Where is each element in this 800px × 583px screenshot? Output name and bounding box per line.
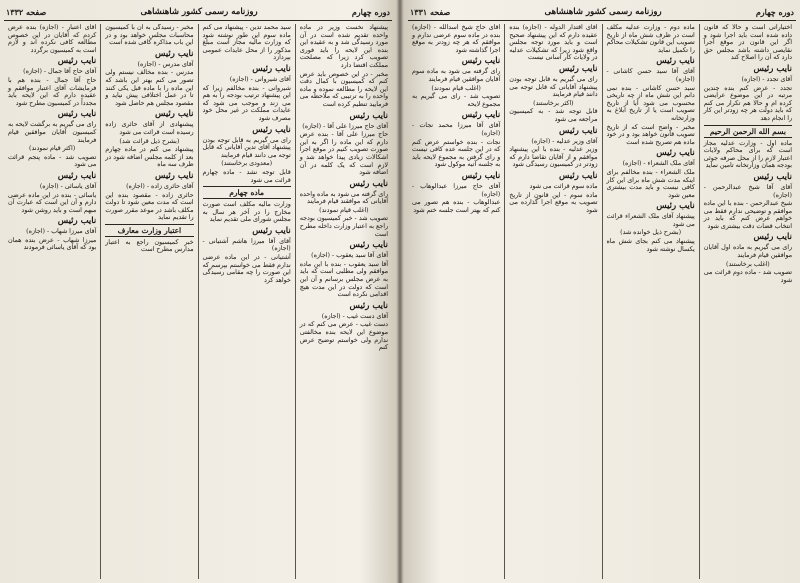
left-column-4	[4, 24, 100, 579]
paragraph: قابل توجه نشد - ماده چهارم قرائت می شود	[202, 168, 291, 184]
paragraph: آقای آقا سید حسن کاشانی - (اجازه)	[606, 68, 695, 83]
speaker-heading: نایب رئیس	[559, 125, 598, 136]
procedural-note: (اغلب قیام نمودند)	[431, 84, 481, 92]
speaker-heading: نایب رئیس	[155, 109, 194, 120]
paragraph: وزارت مالیه مکلف است صورت مخارج را در آخر هر سال به مجلس شورای ملی تقدیم نماید	[202, 201, 291, 224]
speaker-heading: نایب رئیس	[57, 216, 97, 227]
paragraph: آقای حاج میرزا عبدالوهاب - (اجازه)	[412, 182, 501, 198]
left-page	[0, 0, 398, 583]
speaker-heading: نایب رئیس	[753, 171, 792, 182]
right-column-1	[699, 24, 796, 579]
section-banner: بسم الله الرحمن الرحیم	[704, 125, 792, 138]
paragraph: آقای میرزا شهاب - (اجازه)	[26, 228, 97, 236]
paragraph: ملک الشعراء - بنده مخالفم برای اینکه مدت شش ماه برای این کار کافی نیست و باید مدت بیشتری معین شود	[606, 168, 695, 199]
right-column-3	[504, 24, 601, 579]
left-page-title: روزنامه رسمی کشور شاهنشاهی	[140, 7, 258, 17]
left-page-session: دوره چهارم	[351, 7, 390, 17]
procedural-note: (اغلب برخاستند)	[726, 260, 770, 268]
paragraph: رای می گیریم به برگشت لایحه به کمیسیون آقایان موافقین قیام فرمایند	[8, 121, 97, 144]
left-column-2	[198, 24, 295, 579]
speaker-heading: نایب رئیس	[155, 170, 194, 181]
speaker-heading: نایب رئیس	[559, 63, 598, 74]
procedural-note: (معدودی برخاستند)	[221, 160, 273, 168]
paragraph: میرزا شهاب - عرض بنده همان بود که آقای یاسائی فرمودند	[8, 236, 97, 252]
paragraph: پیشنهاد می کنم بجای شش ماه یکسال نوشته شود	[606, 238, 695, 253]
paragraph: پیشنهاد آقای ملک الشعراء قرائت می شود	[606, 213, 695, 228]
paragraph: حاج میرزا علی آقا - بنده عرض دارم که این ماده را اگر به این صورت تصویب کنیم در موقع اجرا اشکالات زیادی پیدا خواهد شد و لازم است که یک کلمه در آن اضافه شود	[299, 131, 388, 177]
procedural-note: (اکثر قیام نمودند)	[28, 145, 76, 153]
paragraph: آقای مدرس - (اجازه)	[137, 60, 194, 68]
paragraph: عبدالوهاب - بنده هم تصور می کنم که بهتر است جلسه ختم شود	[412, 199, 501, 214]
speaker-heading: نایب رئیس	[349, 300, 388, 311]
procedural-note: (بشرح ذیل خوانده شد)	[620, 229, 682, 237]
paragraph: تصویب شد - رای می گیریم به مجموع لایحه	[412, 93, 501, 108]
paragraph: نجات - بنده خواستم عرض کنم که در این جلسه عده کافی نیست و رای گرفتن به مجموع لایحه باید به جلسه آتیه موکول شود	[412, 138, 501, 169]
speaker-heading: نایب رئیس	[252, 225, 291, 236]
paragraph: آقای اعتبار - (اجازه) بنده عرض کردم که آقایان در این خصوص مطالعه کافی نکرده اند و لازم است به کمیسیون برگردد	[8, 24, 97, 54]
procedural-note: (بشرح ذیل قرائت شد)	[119, 137, 180, 145]
paragraph: ماده سوم قرائت می شود	[529, 182, 598, 190]
paragraph: آقای آقا میرزا هاشم آشتیانی - (اجازه)	[202, 237, 291, 253]
speaker-heading: نایب رئیس	[57, 56, 97, 67]
paragraph: تجدد - عرض کنم بنده چندین مرتبه در این موضوع عرایضی کرده ام و حالا هم تکرار می کنم که باید دولت هر چه زودتر این کار را انجام دهد	[703, 84, 792, 122]
paragraph: دست غیب - عرض می کنم که در موضوع این لایحه بنده مخالفتی ندارم ولی خواستم توضیح عرض کنم	[299, 321, 388, 352]
paragraph: حائری زاده - مقصود بنده این است که مدت معین شود تا دولت مکلف باشد در موعد مقرر صورت را تقدیم نماید	[105, 191, 194, 222]
section-banner: ماده چهارم	[203, 186, 291, 199]
speaker-heading: نایب رئیس	[753, 63, 792, 74]
speaker-heading: نایب رئیس	[349, 240, 388, 251]
paragraph: رای می گیریم به ماده اول آقایان موافقین قیام فرمایند	[703, 244, 792, 260]
speaker-heading: نایب رئیس	[656, 148, 695, 159]
paragraph: سید محمد تدین - پیشنهاد می کنم ماده سوم این طور نوشته شود که وزارت مالیه مجاز است مبلغ مذکور را از محل عایدات عمومی بپردازد	[202, 24, 291, 62]
paragraph: تصویب شد - ماده پنجم قرائت می شود	[8, 153, 97, 169]
paragraph: پیشنهاد می کنم در ماده چهارم بعد از کلمه مجلس اضافه شود در ظرف سه ماه	[105, 146, 194, 169]
speaker-heading: نایب رئیس	[252, 63, 291, 74]
paragraph: ماده اول - وزارت عدلیه مجاز است که برای محاکم ولایات اعتبار لازم را از محل صرفه جوئی بودجه همان وزارتخانه تامین نماید	[703, 139, 792, 170]
paragraph: مدرس - بنده مخالف نیستم ولی تصور می کنم بهتر این باشد که این ماده را با ماده قبل یکی کنند تا در عمل اختلافی پیش نیاید و مقصود مجلس هم حاصل شود	[105, 69, 194, 107]
paragraph: قابل توجه شد - به کمیسیون مراجعه می شود	[509, 108, 598, 123]
paragraph: رای می گیریم به قابل توجه بودن پیشنهاد آقای تدین آقایانی که قابل توجه می دانند قیام فرمایند	[202, 136, 291, 159]
paragraph: آقای آقا میرزا محمد نجات - (اجازه)	[412, 122, 501, 137]
paragraph: آشتیانی - در این ماده عرضی ندارم فقط می خواستم بپرسم که این صورت را چه مقامی رسیدگی خواهد کرد	[202, 254, 291, 284]
paragraph: آقای یاسائی - (اجازه)	[39, 182, 97, 190]
speaker-heading: نایب رئیس	[461, 170, 501, 181]
speaker-heading: نایب رئیس	[349, 110, 388, 121]
paragraph: آقای آقا شیخ عبدالرحمن - (اجازه)	[703, 183, 792, 199]
paragraph: آقای آقا سید یعقوب - (اجازه)	[311, 252, 388, 260]
paragraph: ماده دوم - وزارت عدلیه مکلف است در ظرف شش ماه از تاریخ تصویب این قانون تشکیلات محاکم را تکمیل نماید	[606, 24, 695, 54]
paragraph: شیروانی - بنده مخالفم زیرا که این پیشنهاد ترتیب بودجه را به هم می زند و موجب می شود که عایدات مملکت در غیر محل خود مصرف شود	[202, 84, 291, 122]
paragraph: اختیاراتی است و حالا که قانون داده شده است باید اجرا شود و اگر این قانون در موقع اجرا نقایصی داشته باشد مجلس حق دارد که آن را اصلاح کند	[703, 24, 792, 62]
paragraph: آقای ملک الشعراء - (اجازه)	[622, 160, 695, 168]
section-banner: اعتبار وزارت معارف	[105, 224, 193, 237]
speaker-heading: نایب رئیس	[656, 201, 695, 212]
paragraph: آقای اقتدار الدوله - (اجازه) بنده عقیده دارم که این پیشنهاد صحیح است و باید مورد توجه مجلس واقع شود زیرا که تشکیلات عدلیه در ولایات کار آسانی نیست	[509, 24, 598, 62]
paragraph: مخبر - رسیدگی به آن با کمیسیون محاسبات مجلس خواهد بود و در این باب مذاکره کافی شده است	[105, 24, 194, 47]
left-column-1	[295, 24, 392, 579]
paragraph: مخبر - در این خصوص باید عرض کنم که کمیسیون با کمال دقت این لایحه را مطالعه نموده و ماده واحده را به ترتیبی که ملاحظه می فرمایید تنظیم کرده است	[299, 70, 388, 108]
paragraph: سید حسن کاشانی - بنده نمی دانم این شش ماه از چه تاریخی محسوب می شود آیا از تاریخ تصویب است یا از تاریخ ابلاغ به وزارتخانه	[606, 84, 695, 122]
paragraph: آقای شیروانی - (اجازه)	[229, 75, 291, 83]
right-column-4	[408, 24, 504, 579]
paragraph: آقای حاج آقا جمال - (اجازه)	[23, 68, 97, 76]
paragraph: آقای تجدد - (اجازه)	[741, 75, 792, 83]
paragraph: وزیر عدلیه - بنده با این پیشنهاد موافقم و از آقایان تقاضا دارم که زودتر در کمیسیون رسیدگی شود	[509, 146, 598, 169]
paragraph: آقای حاج شیخ اسدالله - (اجازه) بنده در ماده سوم عرضی ندارم و موافقم که هر چه زودتر به موقع اجرا گذاشته شود	[412, 24, 501, 54]
paragraph: رای می گیریم به قابل توجه بودن پیشنهاد آقایانی که قابل توجه می دانند قیام فرمایند	[509, 75, 598, 99]
paragraph: آقای حاج میرزا علی آقا - (اجازه)	[302, 122, 388, 130]
paragraph: رای گرفته می شود به ماده واحده آقایانی که موافقند قیام فرمایند	[299, 190, 388, 206]
speaker-heading: نایب رئیس	[753, 232, 792, 243]
speaker-heading: نایب رئیس	[559, 170, 598, 181]
left-page-number: صفحه ۱۳۳۲	[6, 7, 47, 17]
right-page-session: دوره چهارم	[755, 7, 794, 17]
paragraph: حاج آقا جمال - بنده هم با فرمایشات آقای اعتبار موافقم و عقیده دارم که این لایحه باید مجدداً در کمیسیون مطرح شود	[8, 76, 97, 107]
left-column-3	[100, 24, 197, 579]
speaker-heading: نایب رئیس	[349, 178, 388, 189]
speaker-heading: نایب رئیس	[155, 48, 194, 59]
paragraph: آقای دست غیب - (اجازه)	[321, 312, 388, 320]
speaker-heading: نایب رئیس	[656, 56, 695, 67]
paragraph: آقای وزیر عدلیه - (اجازه)	[531, 137, 598, 145]
paragraph: تصویب شد - خبر کمیسیون بودجه راجع به اعتبار وزارت داخله مطرح است	[299, 215, 388, 238]
paragraph: آقای حائری زاده - (اجازه)	[126, 182, 194, 190]
paragraph: ماده سوم - این قانون از تاریخ تصویب به موقع اجرا گذارده می شود	[509, 191, 598, 214]
procedural-note: (اکثر برخاستند)	[533, 99, 574, 107]
speaker-heading: نایب رئیس	[461, 56, 501, 67]
right-page-header	[408, 4, 796, 21]
paragraph: پیشنهادی از آقای حائری زاده رسیده است قرائت می شود	[105, 121, 194, 136]
paragraph: پیشنهاد نخست وزیر در ماده واحده تقدیم شده است در آن مورد رسیدگی شد و به عقیده این بنده این لایحه را باید فوری تصویب کرد زیرا که مصلحت مملکت اقتضا دارد	[299, 24, 388, 69]
right-column-2	[602, 24, 699, 579]
left-page-columns	[4, 24, 392, 579]
procedural-note: (اغلب قیام نمودند)	[319, 206, 369, 214]
paragraph: شیخ عبدالرحمن - بنده با این ماده موافقم و توضیحی ندارم فقط می خواهم عرض کنم که باید در انتخاب قضات دقت بیشتری شود	[703, 200, 792, 230]
speaker-heading: نایب رئیس	[252, 124, 291, 135]
left-page-header	[4, 4, 392, 21]
paragraph: آقا سید یعقوب - بنده با این ماده موافقم ولی مطلبی است که باید به عرض مجلس برسانم و آن این است که دولت در این مدت هیچ اقدامی نکرده است	[299, 260, 388, 299]
right-page	[402, 0, 800, 583]
paragraph: خبر کمیسیون راجع به اعتبار مدارس مطرح است	[105, 238, 194, 254]
paragraph: رای گرفته می شود به ماده سوم آقایان موافقین قیام فرمایند	[412, 68, 501, 83]
speaker-heading: نایب رئیس	[461, 110, 501, 121]
right-page-columns	[408, 24, 796, 579]
speaker-heading: نایب رئیس	[57, 109, 97, 120]
paragraph: یاسائی - بنده در این ماده عرضی دارم و آن این است که عبارت آن مبهم است و باید روشن شود	[8, 191, 97, 214]
right-page-number: صفحه ۱۳۳۱	[410, 7, 451, 17]
paragraph: تصویب شد - ماده دوم قرائت می شود	[703, 269, 792, 284]
paragraph: مخبر - واضح است که از تاریخ تصویب قانون خواهد بود و در خود ماده هم تصریح شده است	[606, 123, 695, 146]
right-page-title: روزنامه رسمی کشور شاهنشاهی	[544, 7, 662, 17]
speaker-heading: نایب رئیس	[57, 170, 97, 181]
